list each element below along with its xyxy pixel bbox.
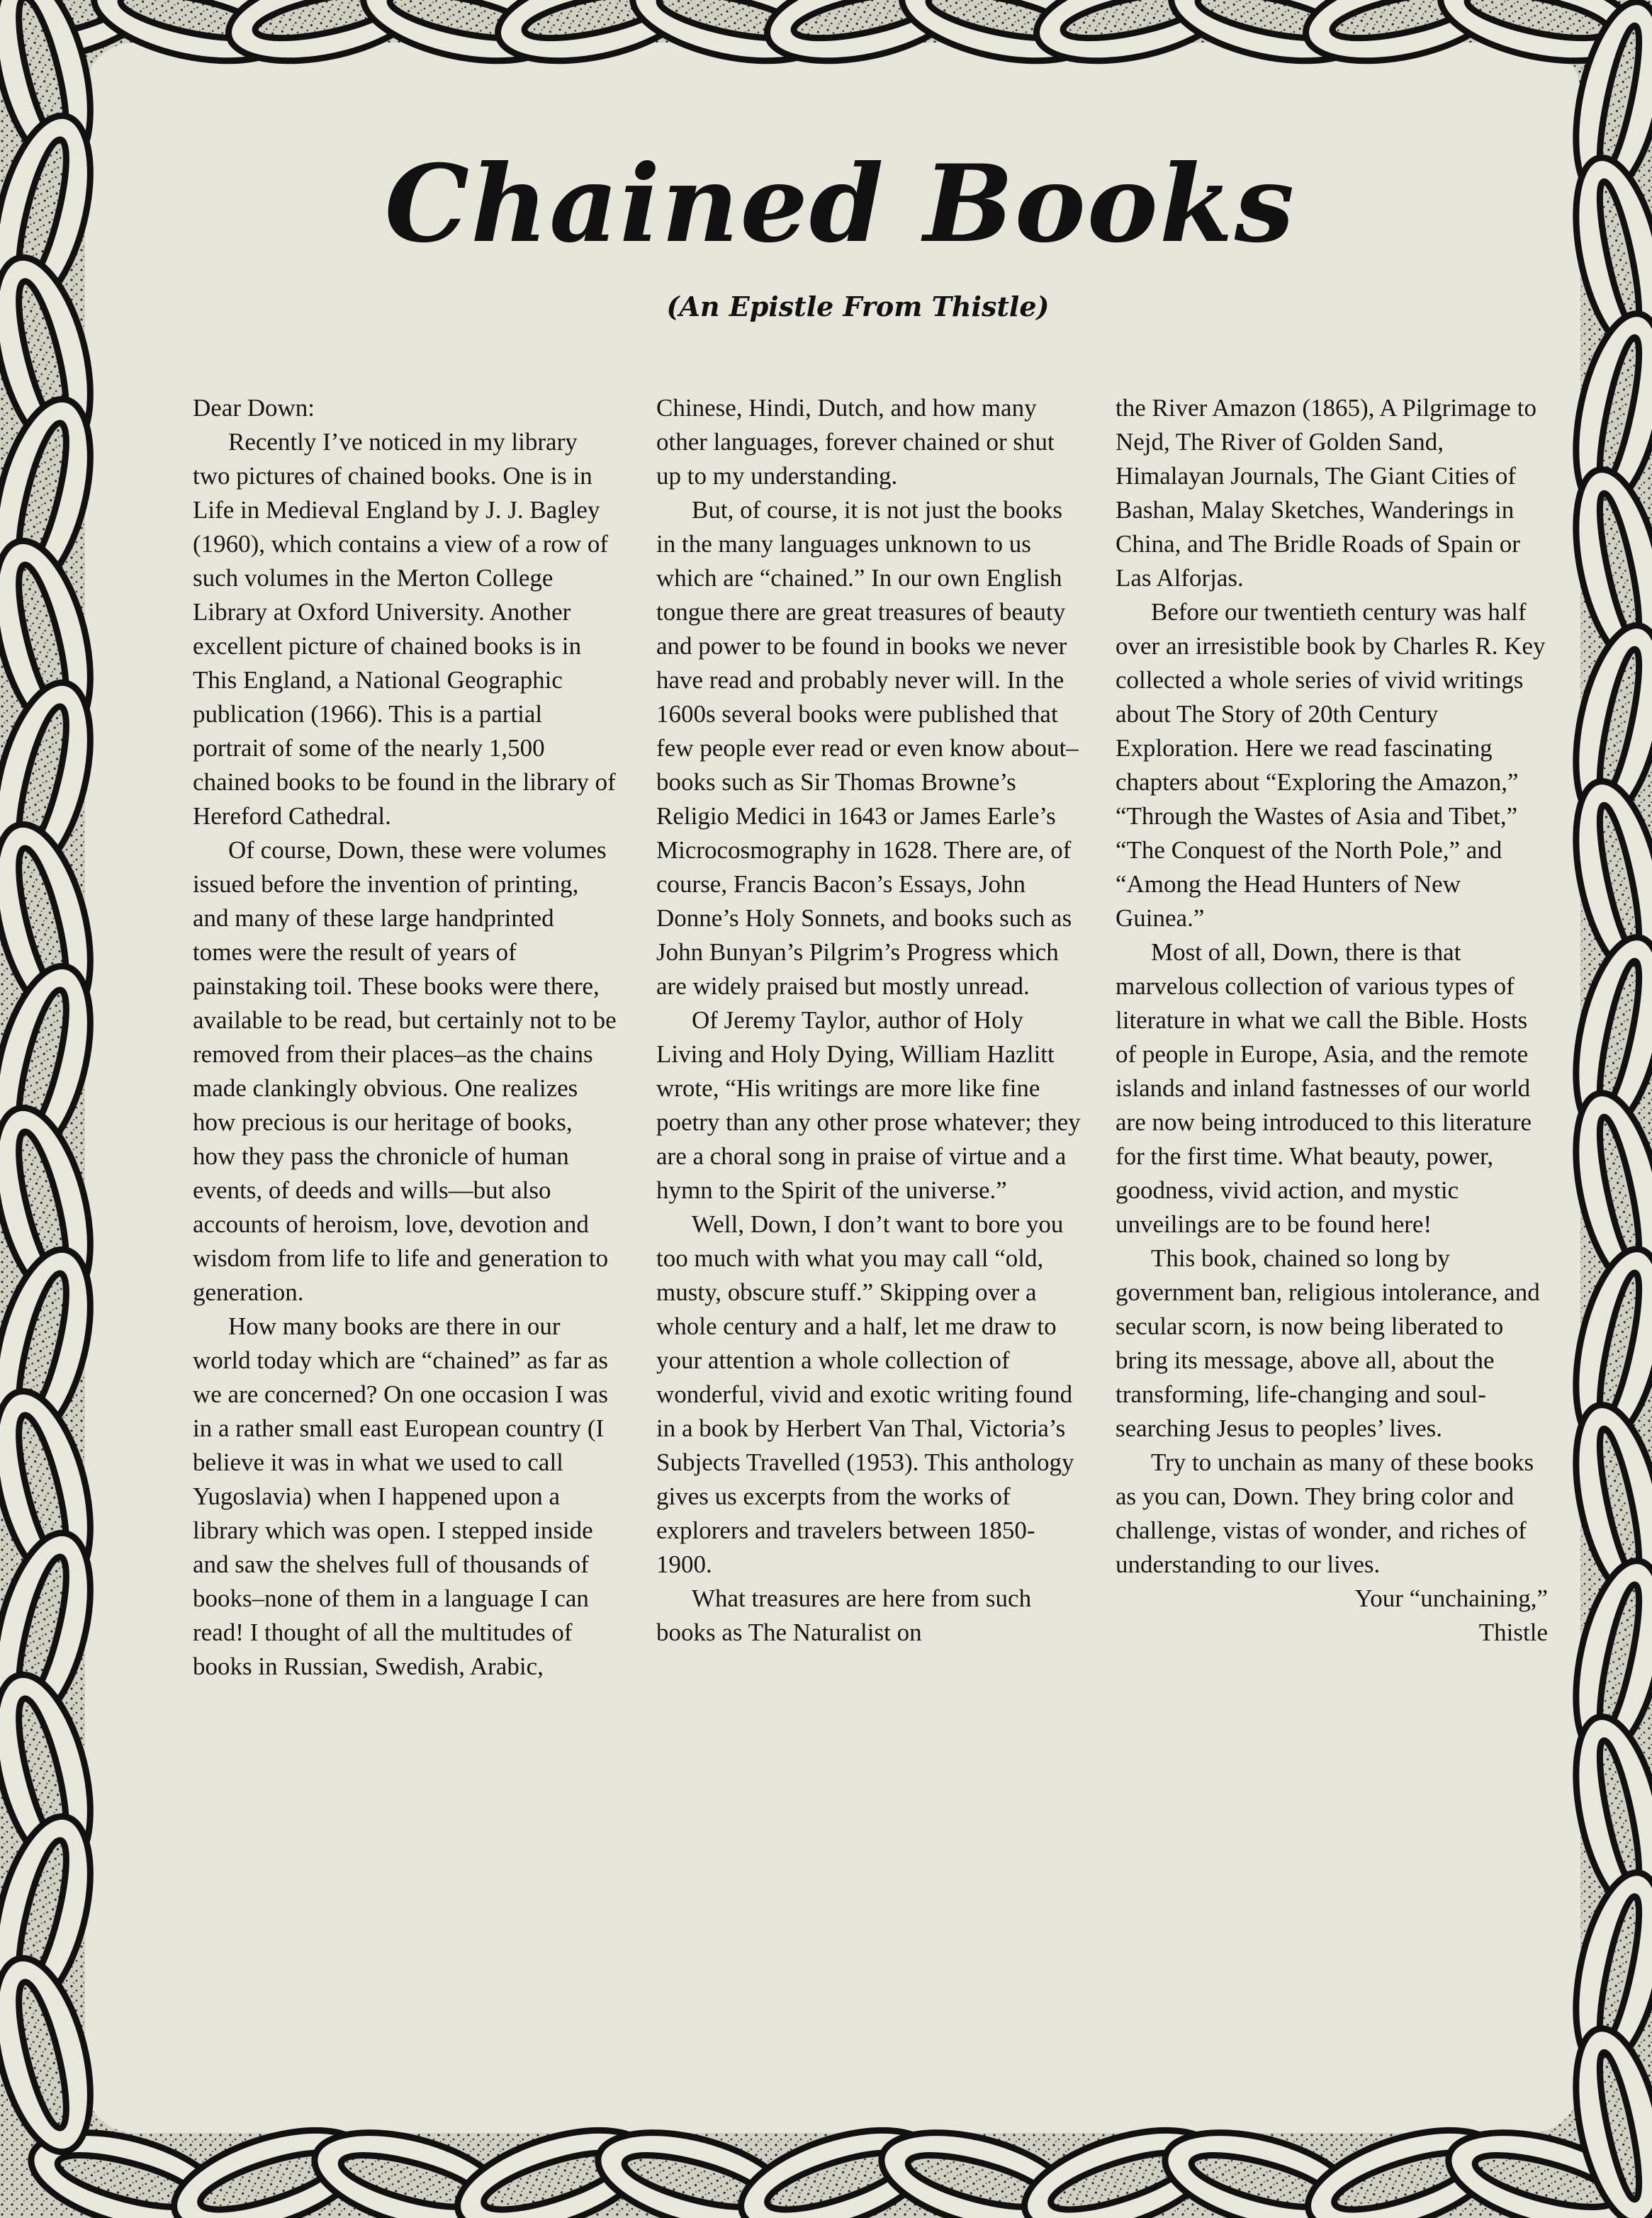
paragraph: Well, Down, I don’t want to bore you too much with what you may call “old, musty, obscure stuff.” Skipping over a whole century and a half, let me draw to your attention a whole collection of wonderful, vivid and exotic writing found in a book by Herbert Van Thal, Victoria’s Subjects Travelled (1953). This anthology gives us excerpts from the works of explorers and travelers between 1850-1900. <box>656 1210 1074 1578</box>
paragraph: Chinese, Hindi, Dutch, and how many other languages, forever chained or shut up to my understanding. <box>656 394 1055 490</box>
paragraph: But, of course, it is not just the books in the many languages unknown to us which are “chained.” In our own English tongue there are great treasures of beauty and power to be found in books we never have read and probably never will. In the 1600s several books were published that few people ever read or even know about–books such as Sir Thomas Browne’s Religio Medici in 1643 or James Earle’s Microcosmography in 1628. There are, of course, Francis Bacon’s Essays, John Donne’s Holy Sonnets, and books such as John Bunyan’s Pilgrim’s Progress which are widely praised but mostly unread. <box>656 496 1079 1000</box>
paragraph: Recently I’ve noticed in my library two pictures of chained books. One is in Life in Medieval England by J. J. Bagley (1960), which contains a view of a row of such volumes in the Merton College Library at Oxford University. Another excellent picture of chained books is in This England, a National Geographic publication (1966). This is a partial portrait of some of the nearly 1,500 chained books to be found in the library of Hereford Cathedral. <box>193 428 616 830</box>
paragraph: Try to unchain as many of these books as you can, Down. They bring color and challenge, vistas of wonder, and riches of understanding to our lives. <box>1116 1448 1534 1578</box>
page-title: Chained Books <box>384 142 1296 266</box>
salutation: Dear Down: <box>193 394 315 422</box>
paragraph: How many books are there in our world today which are “chained” as far as we are concerned? On one occasion I was in a rather small east European country (I believe it was in what we used to call Yugoslavia) when I happened upon a library which was open. I stepped inside and saw the shelves full of thousands of books–none of them in a language I can read! I thought of all the multitudes of books in Russian, Swedish, Arabic, <box>193 1312 608 1680</box>
paragraph: the River Amazon (1865), A Pilgrimage to Nejd, The River of Golden Sand, Himalayan Journals, The Giant Cities of Bashan, Malay Sketches, Wanderings in China, and The Bridle Roads of Spain or Las Alforjas. <box>1116 394 1536 592</box>
paragraph: Of course, Down, these were volumes issued before the invention of printing, and many of these large handprinted tomes were the result of years of painstaking toil. These books were there, available to be read, but certainly not to be removed from their places–as the chains made clankingly obvious. One realizes how precious is our heritage of books, how they pass the chronicle of human events, of deeds and wills—but also accounts of heroism, love, devotion and wisdom from life to life and generation to generation. <box>193 836 617 1306</box>
paragraph: Before our twentieth century was half over an irresistible book by Charles R. Key collected a whole series of vivid writings about The Story of 20th Century Exploration. Here we read fascinating chapters about “Exploring the Amazon,” “Through the Wastes of Asia and Tibet,” “The Conquest of the North Pole,” and “Among the Head Hunters of New Guinea.” <box>1116 598 1546 932</box>
text-column-1 <box>193 391 618 1684</box>
signature: Thistle <box>1478 1619 1548 1646</box>
paragraph: Of Jeremy Taylor, author of Holy Living and Holy Dying, William Hazlitt wrote, “His writings are more like fine poetry than any other prose whatever; they are a choral song in praise of virtue and a hymn to the Spirit of the universe.” <box>656 1006 1081 1204</box>
paragraph: This book, chained so long by government ban, religious intolerance, and secular scorn, is now being liberated to bring its message, above all, about the transforming, life-changing and soul-searching Jesus to peoples’ lives. <box>1116 1244 1540 1442</box>
paragraph: What treasures are here from such books as The Naturalist on <box>656 1584 1032 1646</box>
closing-line: Your “unchaining,” <box>1354 1584 1548 1612</box>
page-subtitle: (An Epistle From Thistle) <box>666 291 1050 322</box>
paragraph: Most of all, Down, there is that marvelous collection of various types of literature in what we call the Bible. Hosts of people in Europe, Asia, and the remote islands and inland fastnesses of our world are now being introduced to this literature for the first time. What beauty, power, goodness, vivid action, and mystic unveilings are to be found here! <box>1116 938 1532 1238</box>
text-column-3 <box>1116 391 1548 1650</box>
text-column-2 <box>656 391 1081 1650</box>
